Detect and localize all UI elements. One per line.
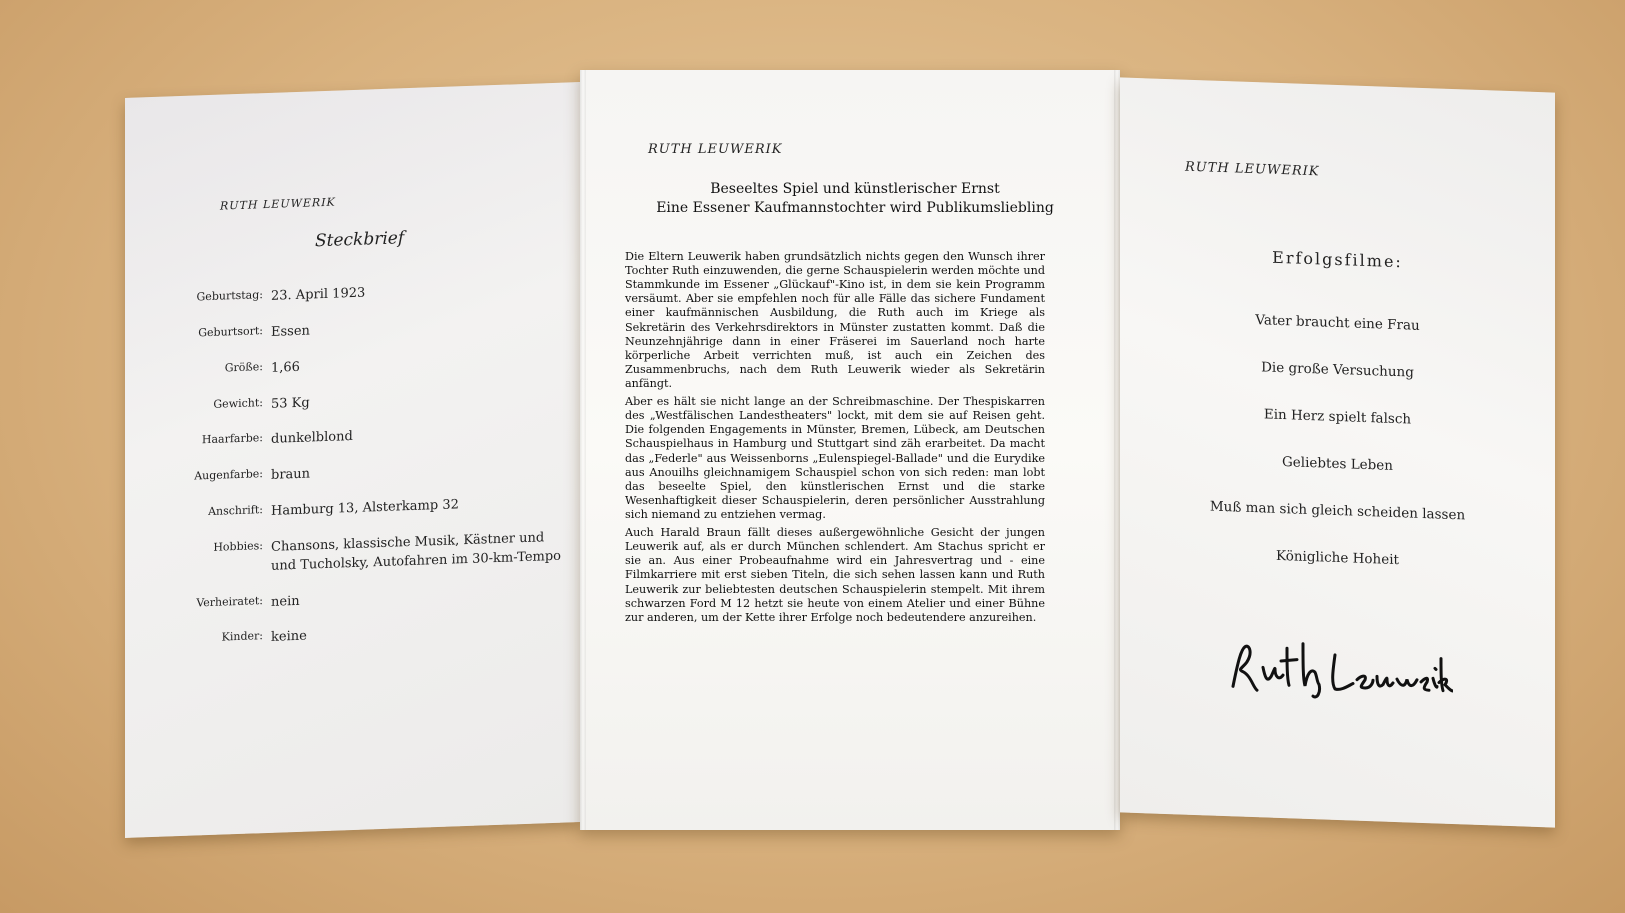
article-paragraph: Die Eltern Leuwerik haben grundsätzlich nichts gegen den Wunsch ihrer Tochter Ruth einzuwenden, die gerne Schauspielerin werden möchte und Stammkunde im Essener „Glückauf"-Kino ist, in dem sie kein Programm versäumt. Aber sie empfehlen noch für alle Fälle das sichere Fundament einer kaufmännischen Ausbildung, die Ruth auch im Kriege als Sekretärin des Verkehrsdirektors in Münster zustatten kommt. Daß die Neunzehnjährige dann in einer Fräserei im Sauerland noch harte körperliche Arbeit verrichten muß, ist auch ein Zeichen des Zusammenbruchs, nach dem Ruth Leuwerik wieder als Sekretärin anfängt. [625, 250, 1045, 390]
article-body [625, 250, 1045, 629]
profile-label: Hobbies: [213, 539, 263, 554]
profile-row [185, 313, 565, 345]
profile-value: 53 Kg [271, 395, 310, 412]
profile-row [185, 385, 565, 417]
profile-label: Geburtstag: [196, 288, 263, 304]
profile-value: Chansons, klassische Musik, Kästner und und Tucholsky, Autofahren im 30-km-Tempo [271, 530, 561, 574]
fold-line [580, 70, 586, 830]
middle-brand: RUTH LEUWERIK [648, 142, 783, 157]
right-panel [1120, 77, 1555, 827]
profile-label: Haarfarbe: [201, 431, 263, 447]
left-brand: RUTH LEUWERIK [220, 195, 336, 213]
profile-row [185, 349, 565, 381]
profile-row [185, 421, 565, 453]
film-item: Geliebtes Leben [1282, 454, 1393, 474]
profile-label: Gewicht: [213, 395, 263, 411]
profile-row [185, 278, 565, 310]
signature-icon [1223, 631, 1453, 709]
left-panel [125, 82, 580, 838]
headline-line: Eine Essener Kaufmannstochter wird Publikumsliebling [656, 199, 1054, 216]
steckbrief-title: Steckbrief [315, 228, 405, 252]
profile-label: Kinder: [221, 629, 263, 645]
profile-row [185, 528, 565, 579]
profile-list [185, 278, 565, 669]
headline-line: Beseeltes Spiel und künstlerischer Ernst [710, 181, 1000, 197]
profile-row [185, 583, 565, 615]
profile-value: braun [271, 466, 311, 484]
folded-leaflet [125, 70, 1555, 850]
profile-value: Essen [271, 323, 310, 340]
article-paragraph: Auch Harald Braun fällt dieses außergewöhnliche Gesicht der jungen Leuwerik auf, als er durch München schlendert. Am Stachus spricht er sie an. Aus einer Probeaufnahme wird ein Jahresvertrag und - eine Filmkarriere mit erst sieben Titeln, die sich sehen lassen kann und Ruth Leuwerik zur beliebtesten deutschen Schauspielerin stempelt. Mit ihrem schwarzen Ford M 12 hetzt sie heute von einem Atelier und einer Bühne zur anderen, um der Kette ihrer Erfolge noch bedeutendere anzureihen. [625, 526, 1045, 624]
profile-label: Augenfarbe: [194, 467, 263, 483]
film-item: Vater braucht eine Frau [1255, 312, 1420, 334]
right-brand: RUTH LEUWERIK [1185, 159, 1320, 180]
profile-label: Verheiratet: [196, 593, 263, 610]
article-paragraph: Aber es hält sie nicht lange an der Schreibmaschine. Der Thespiskarren des „Westfälischen Landestheaters" lockt, mit dem sie auf Reisen geht. Die folgenden Engagements in Münster, Bremen, Lübeck, am Deutschen Schauspielhaus in Hamburg und Stuttgart sind zäh erarbeitet. Da macht das „Federle" aus Weissenborns „Eulenspiegel-Ballade" und die Eurydike aus Anouilhs gleichnamigem Schauspiel schon von sich reden: man lobt das beseelte Spiel, den künstlerischen Ernst und die starke Wesenhaftigkeit dieser Schauspielerin, deren persönlicher Ausstrahlung sich niemand zu entziehen vermag. [625, 395, 1045, 521]
profile-value: 1,66 [271, 359, 300, 376]
profile-row [185, 457, 565, 489]
profile-row [185, 493, 565, 525]
profile-label: Größe: [224, 359, 263, 375]
signature [1120, 627, 1555, 716]
profile-value: dunkelblond [271, 429, 353, 448]
film-item: Ein Herz spielt falsch [1263, 406, 1412, 428]
profile-value: nein [271, 593, 300, 610]
middle-panel [580, 70, 1120, 830]
profile-label: Geburtsort: [198, 323, 263, 340]
profile-value: Hamburg 13, Alsterkamp 32 [271, 497, 459, 519]
film-item: Die große Versuchung [1261, 359, 1414, 381]
film-item: Königliche Hoheit [1275, 547, 1399, 569]
profile-value: 23. April 1923 [271, 285, 366, 304]
profile-value: keine [271, 629, 307, 646]
films-title: Erfolgsfilme: [1272, 247, 1403, 272]
article-headline [620, 180, 1090, 218]
profile-label: Anschrift: [208, 503, 263, 519]
film-item: Muß man sich gleich scheiden lassen [1209, 498, 1466, 524]
films-list [1120, 307, 1555, 604]
profile-row [185, 619, 565, 651]
